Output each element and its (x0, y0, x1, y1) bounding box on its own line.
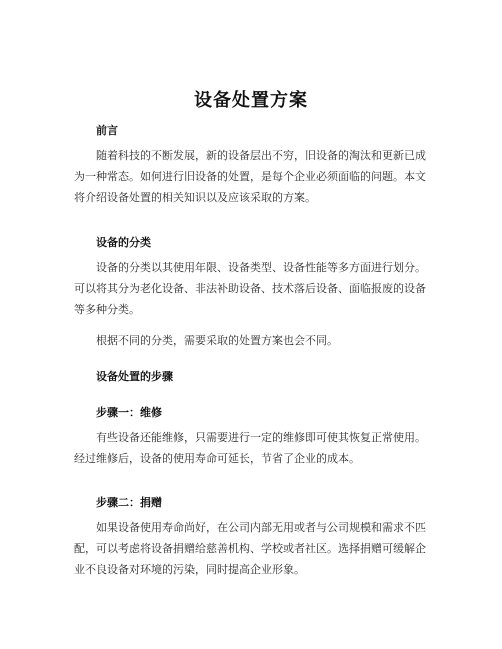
section-heading-steps: 设备处置的步骤 (96, 370, 173, 383)
section-heading-step-one: 步骤一：维修 (96, 406, 162, 419)
section-heading-step-two: 步骤二：捐赠 (96, 496, 162, 509)
paragraph-classification-2: 根据不同的分类，需要采取的处置方案也会不同。 (96, 334, 338, 347)
section-heading-classification: 设备的分类 (96, 236, 151, 249)
paragraph-step-two: 如果设备使用寿命尚好，在公司内部无用或者与公司规模和需求不匹配，可以考虑将设备捐赠给慈善机构、学校或者社区。选择捐赠可缓解企业不良设备对环境的污染，同时提高企业形象。 (74, 521, 426, 576)
section-heading-preface: 前言 (96, 124, 118, 137)
paragraph-step-one: 有些设备还能维修，只需要进行一定的维修即可使其恢复正常使用。经过维修后，设备的使用寿命可延长，节省了企业的成本。 (74, 431, 426, 465)
paragraph-preface: 随着科技的不断发展，新的设备层出不穷，旧设备的淘汰和更新已成为一种常态。如何进行旧设备的处置，是每个企业必须面临的问题。本文将介绍设备处置的相关知识以及应该采取的方案。 (74, 149, 426, 204)
paragraph-classification: 设备的分类以其使用年限、设备类型、设备性能等多方面进行划分。可以将其分为老化设备、非法补助设备、技术落后设备、面临报废的设备等多种分类。 (74, 261, 426, 316)
document-title: 设备处置方案 (194, 90, 308, 111)
